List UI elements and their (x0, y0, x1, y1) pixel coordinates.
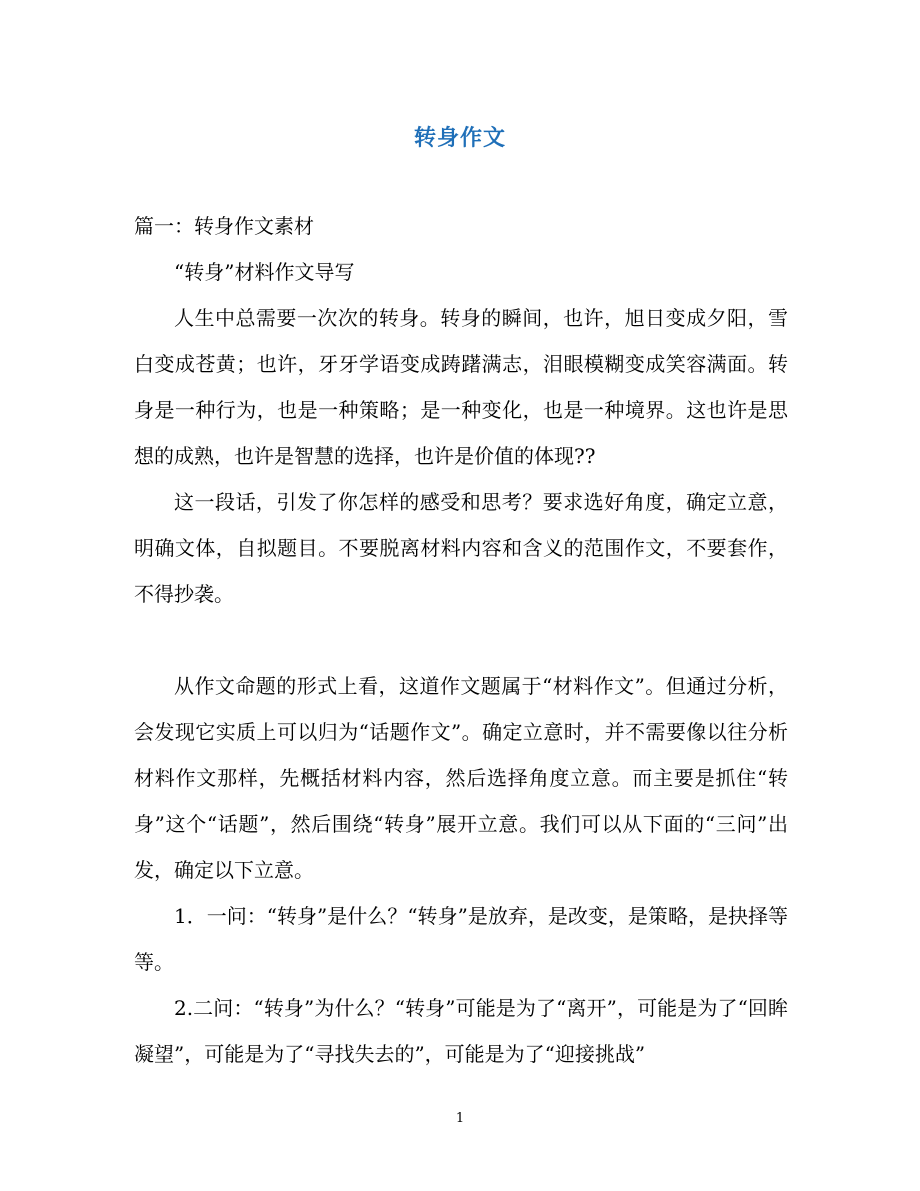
list-item: 2.二问：“转身”为什么？“转身”可能是为了“离开”，可能是为了“回眸凝望”，可能是为了“寻找失去的”，可能是为了“迎接挑战” (134, 996, 788, 1066)
document-title: 转身作文 (413, 125, 506, 151)
list-item: 1．一问：“转身”是什么？“转身”是放弃，是改变，是策略，是抉择等等。 (134, 904, 788, 974)
document-body (134, 203, 788, 1077)
paragraph: 这一段话，引发了你怎样的感受和思考？要求选好角度，确定立意，明确文体，自拟题目。不要脱离材料内容和含义的范围作文，不要套作，不得抄袭。 (134, 490, 788, 606)
paragraph: 从作文命题的形式上看，这道作文题属于“材料作文”。但通过分析，会发现它实质上可以归为“话题作文”。确定立意时，并不需要像以往分析材料作文那样，先概括材料内容，然后选择角度立意。而主要是抓住“转身”这个“话题”，然后围绕“转身”展开立意。我们可以从下面的“三问”出发，确定以下立意。 (134, 674, 788, 882)
page-number: 1 (455, 1111, 465, 1126)
section-heading: 篇一：转身作文素材 (134, 214, 314, 238)
subheading: “转身”材料作文导写 (174, 260, 355, 284)
paragraph: 人生中总需要一次次的转身。转身的瞬间，也许，旭日变成夕阳，雪白变成苍黄；也许，牙牙学语变成踌躇满志，泪眼模糊变成笑容满面。转身是一种行为，也是一种策略；是一种变化，也是一种境界。这也许是思想的成熟，也许是智慧的选择，也许是价值的体现?? (134, 306, 788, 468)
blank-line (134, 617, 788, 663)
